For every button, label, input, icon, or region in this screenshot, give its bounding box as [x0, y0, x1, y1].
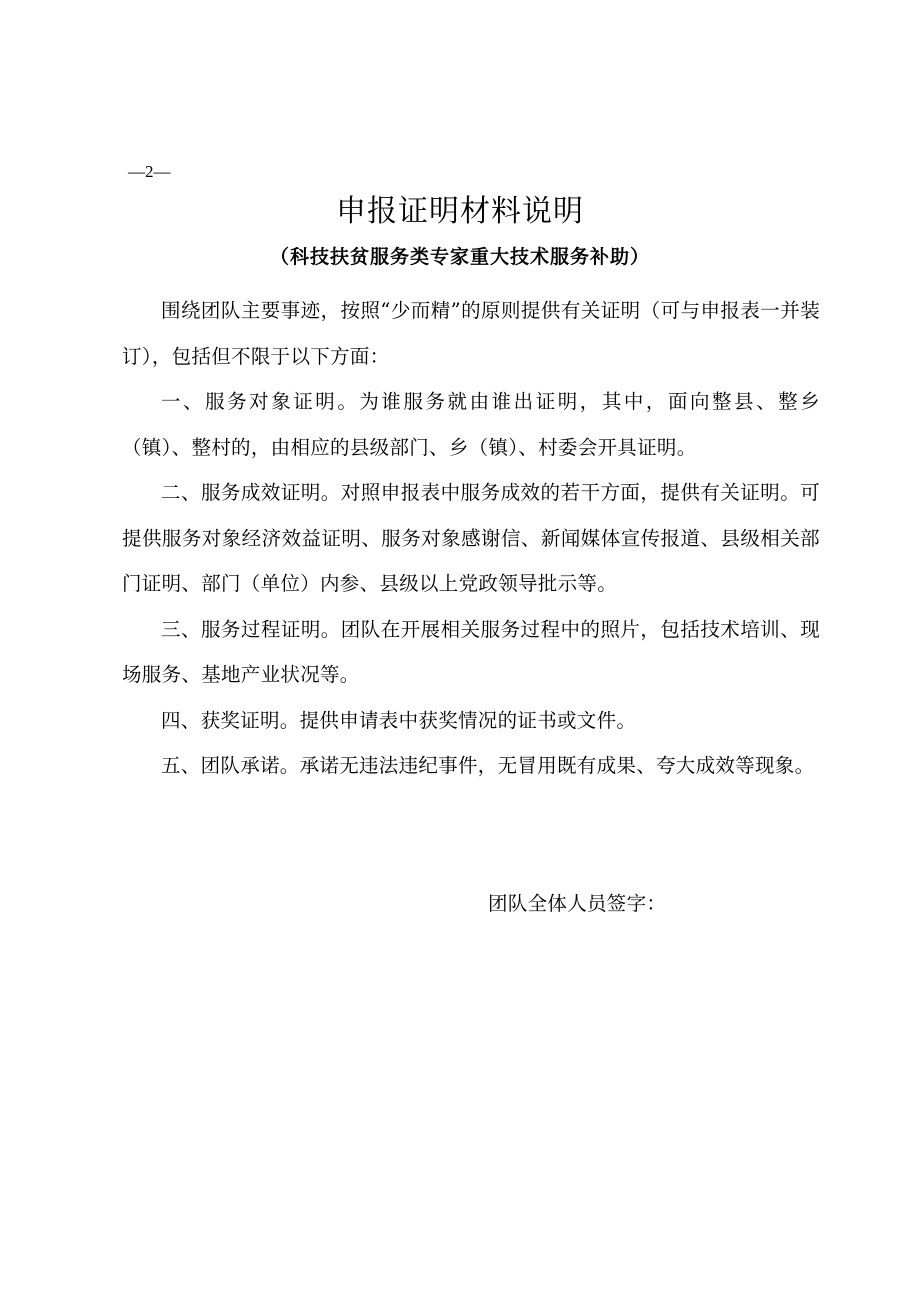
item-award-proof: 四、获奖证明。提供申请表中获奖情况的证书或文件。 [161, 708, 637, 732]
intro-paragraph: 围绕团队主要事迹，按照“少而精”的原则提供有关证明（可与申报表一并装订），包括但不限于以下方面： [122, 299, 820, 368]
page-number: —2— [128, 162, 171, 181]
document-body [122, 288, 820, 789]
item-team-commitment: 五、团队承诺。承诺无违法违纪事件，无冒用既有成果、夸大成效等现象。 [161, 754, 815, 777]
page-title: 申报证明材料说明 [336, 194, 584, 229]
signature-label: 团队全体人员签字： [488, 892, 667, 915]
item-service-process-proof: 三、服务过程证明。团队在开展相关服务过程中的照片，包括技术培训、现场服务、基地产业状况等。 [122, 617, 820, 686]
item-service-target-proof: 一、服务对象证明。为谁服务就由谁出证明，其中，面向整县、整乡（镇）、整村的，由相应的县级部门、乡（镇）、村委会开具证明。 [122, 390, 820, 459]
item-service-results-proof: 二、服务成效证明。对照申报表中服务成效的若干方面，提供有关证明。可提供服务对象经济效益证明、服务对象感谢信、新闻媒体宣传报道、县级相关部门证明、部门（单位）内参、县级以上党政领导批示等。 [122, 481, 820, 595]
page-subtitle: （科技扶贫服务类专家重大技术服务补助） [269, 246, 650, 268]
